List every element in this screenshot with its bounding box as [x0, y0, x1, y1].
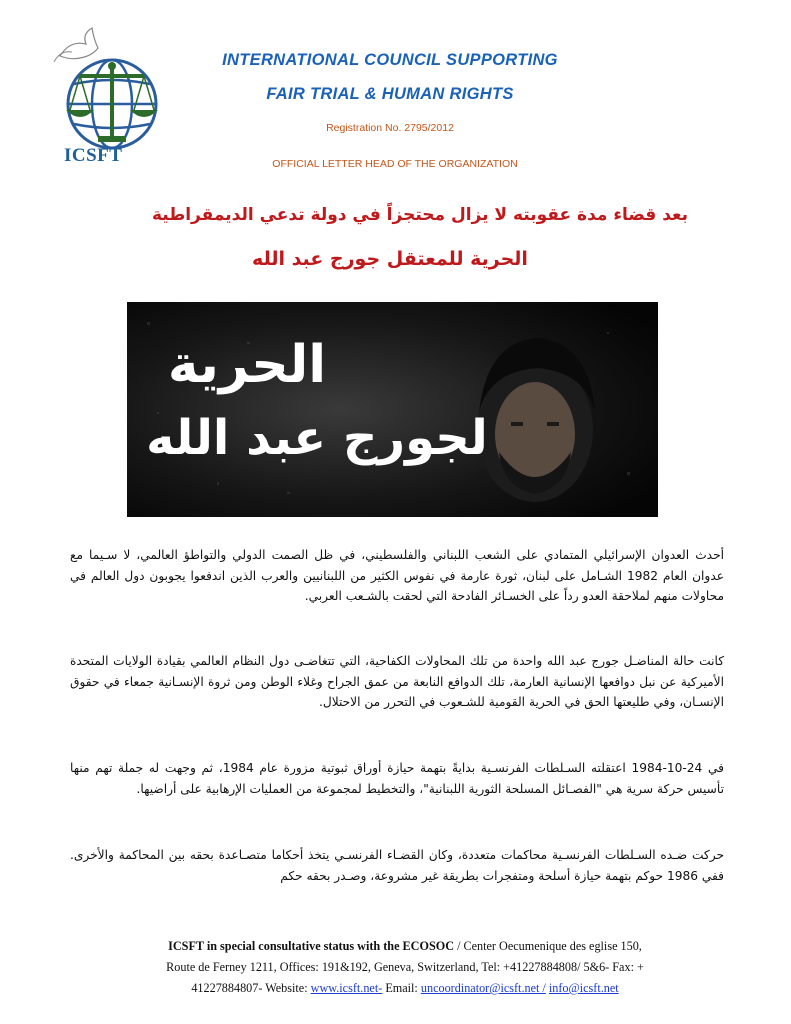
official-letterhead-label: OFFICIAL LETTER HEAD OF THE ORGANIZATION	[272, 158, 518, 170]
portrait-silhouette	[477, 338, 595, 502]
footer-address: / Center Oecumenique des eglise 150,	[454, 939, 642, 953]
registration-number: Registration No. 2795/2012	[326, 122, 454, 134]
email-link-info[interactable]: info@icsft.net	[548, 981, 619, 995]
body-paragraph: كانت حالة المناضـل جورج عبد الله واحدة من تلك المحاولات الكفاحية، التي تتغاضـى دول النظام العالمي بقيادة الولايات المتحدة الأميركية عن نبل دوافعها الإنسانية العارمة، تلك الدوافع النابعة من عمق الجراح وغلاء الوطن ومن ثروة الإنسـانية جمعاء في حقوق الإنسـان، وفي طليعتها الحق في الحرية القومية للشـعوب في التحرر من الاحتلال.	[70, 654, 724, 709]
footer-fax: 41227884807- Website:	[191, 981, 311, 995]
organization-name-line2: FAIR TRIAL & HUMAN RIGHTS	[266, 85, 514, 103]
email-label: Email:	[382, 981, 421, 995]
organization-name-line1: INTERNATIONAL COUNCIL SUPPORTING	[222, 51, 558, 69]
dove-icon	[54, 28, 98, 62]
logo-text: ICSFT	[64, 145, 123, 166]
website-link[interactable]: www.icsft.net-	[310, 981, 383, 995]
body-paragraph: حركت ضـده السـلطات الفرنسـية محاكمات متعددة، وكان القضـاء الفرنسـي يتخذ أحكاما متصـاعدة بحقه بين المحاكمة والأخرى. ففي 1986 حوكم بتهمة حيازة أسلحة ومتفجرات بطريقة غير مشروعة، وصـدر بحقه حكم	[70, 848, 724, 883]
email-link-coordinator[interactable]: uncoordinator@icsft.net /	[420, 981, 546, 995]
article-subtitle: بعد قضاء مدة عقوبته لا يزال محتجزاً في دولة تدعي الديمقراطية	[151, 205, 689, 225]
footer-status: ICSFT in special consultative status with the ECOSOC	[168, 939, 455, 953]
banner-word-freedom: الحرية	[167, 335, 327, 395]
banner-image	[127, 302, 658, 517]
body-paragraph: أحدث العدوان الإسرائيلي المتمادي على الشعب اللبناني والفلسطيني، في ظل الصمت الدولي والتواطؤ العالمي، لا سـيما مع عدوان العام 1982 الشـامل على لبنان، ثورة عارمة في نفوس الكثير من اللبنانيين والعرب الذين اندفعوا يجوبون دول العالم في محاولات منهم لملاحقة العدو رداً على الخسـائر الفادحة التي لحقت بالشـعب العربي.	[70, 548, 724, 603]
footer-address-line2: Route de Ferney 1211, Offices: 191&192, Geneva, Switzerland, Tel: +41227884808/ 5&6- Fax: +	[166, 960, 644, 974]
article-title: الحرية للمعتقل جورج عبد الله	[252, 248, 528, 270]
banner-word-name: لجورج عبد الله	[146, 410, 488, 466]
footer	[60, 936, 750, 999]
body-paragraph: في 24-10-1984 اعتقلته السـلطات الفرنسـية بدايةً بتهمة حيازة أوراق ثبوتية مزورة عام 1984، ثم وجهت له جملة تهم منها تأسيس حركة سرية هي "الفصـائل المسلحة الثورية اللبنانية"، والتخطيط لمجموعة من العمليات الإرهابية على أراضيها.	[70, 761, 724, 796]
